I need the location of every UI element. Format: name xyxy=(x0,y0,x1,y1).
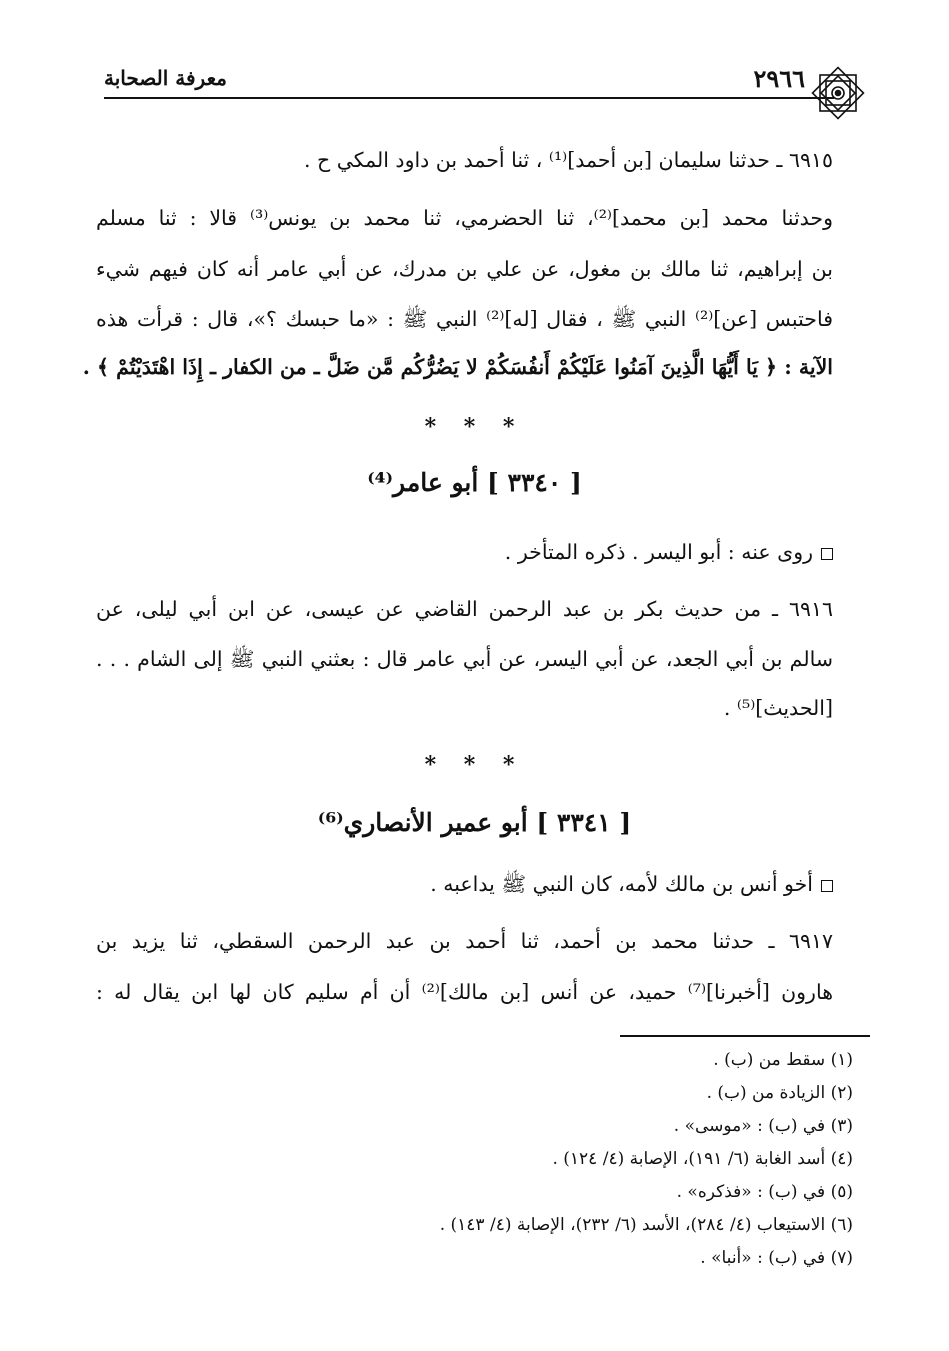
footnote-6: (٦) الاستيعاب (٤/ ٢٨٤)، الأسد (٦/ ٢٣٢)، الإصابة (٤/ ١٤٣) . xyxy=(439,1215,853,1235)
hadith-6915-line-3: بن إبراهيم، ثنا مالك بن مغول، عن علي بن مدرك، عن أبي عامر أنه كان فيهم شيء xyxy=(96,257,833,281)
section-separator-1: * * * xyxy=(424,414,525,440)
hadith-6917-line-2: هارون [أخبرنا]⁽⁷⁾ حميد، عن أنس [بن مالك]⁽²⁾ أن أم سليم كان لها ابن يقال له : xyxy=(96,980,834,1004)
footnote-rule xyxy=(620,1035,870,1037)
hadith-6917-line-1: ٦٩١٧ ـ حدثنا محمد بن أحمد، ثنا أحمد بن عبد الرحمن السقطي، ثنا يزيد بن xyxy=(96,929,833,953)
hadith-6915-line-2: وحدثنا محمد [بن محمد]⁽²⁾، ثنا الحضرمي، ثنا محمد بن يونس⁽³⁾ قالا : ثنا مسلم xyxy=(96,206,833,230)
entry-heading-3340: [ ٣٣٤٠ ] أبو عامر⁽⁴⁾ xyxy=(367,468,582,497)
square-bullet-icon xyxy=(821,880,833,892)
footnote-5: (٥) في (ب) : «فذكره» . xyxy=(676,1182,853,1202)
book-title: معرفة الصحابة xyxy=(104,66,227,90)
entry-heading-3341: [ ٣٣٤١ ] أبو عمير الأنصاري⁽⁶⁾ xyxy=(317,808,632,837)
narrator-line-1 xyxy=(505,540,833,564)
hadith-6915-line-1: ٦٩١٥ ـ حدثنا سليمان [بن أحمد]⁽¹⁾ ، ثنا أحمد بن داود المكي ح . xyxy=(303,148,833,172)
hadith-6916-line-2: سالم بن أبي الجعد، عن أبي اليسر، عن أبي عامر قال : بعثني النبي ﷺ إلى الشام . . . xyxy=(96,647,833,671)
footnote-2: (٢) الزيادة من (ب) . xyxy=(706,1083,853,1103)
footnote-7: (٧) في (ب) : «أنبا» . xyxy=(700,1248,853,1268)
narrator-text-1: روى عنه : أبو اليسر . ذكره المتأخر . xyxy=(504,540,813,564)
footnote-4: (٤) أسد الغابة (٦/ ١٩١)، الإصابة (٤/ ١٢٤) . xyxy=(552,1149,853,1169)
page-number: ٢٩٦٦ xyxy=(753,64,805,93)
hadith-6915-line-5: الآية : ﴿ يَا أَيُّهَا الَّذِينَ آمَنُوا عَلَيْكُمْ أَنفُسَكُمْ لا يَضُرُّكُم مَّن ضَلَّ ـ من الكفار ـ إِذَا اهْتَدَيْتُمْ ﴾ . xyxy=(82,355,833,379)
square-bullet-icon xyxy=(821,548,833,560)
footnote-3: (٣) في (ب) : «موسى» . xyxy=(673,1116,853,1136)
hadith-6916-line-3: [الحديث]⁽⁵⁾ . xyxy=(723,696,833,720)
narrator-line-2 xyxy=(430,872,833,902)
header-rule xyxy=(104,97,834,99)
footnote-1: (١) سقط من (ب) . xyxy=(713,1050,853,1070)
star-ornament-icon xyxy=(808,62,868,124)
hadith-6915-line-4: فاحتبس [عن]⁽²⁾ النبي ﷺ ، فقال [له]⁽²⁾ النبي ﷺ : «ما حبسك ؟»، قال : قرأت هذه xyxy=(96,307,833,331)
hadith-6916-line-1: ٦٩١٦ ـ من حديث بكر بن عبد الرحمن القاضي عن عيسى، عن ابن أبي ليلى، عن xyxy=(96,597,833,621)
section-separator-2: * * * xyxy=(424,752,525,778)
narrator-text-2: أخو أنس بن مالك لأمه، كان النبي ﷺ يداعبه . xyxy=(430,872,813,896)
